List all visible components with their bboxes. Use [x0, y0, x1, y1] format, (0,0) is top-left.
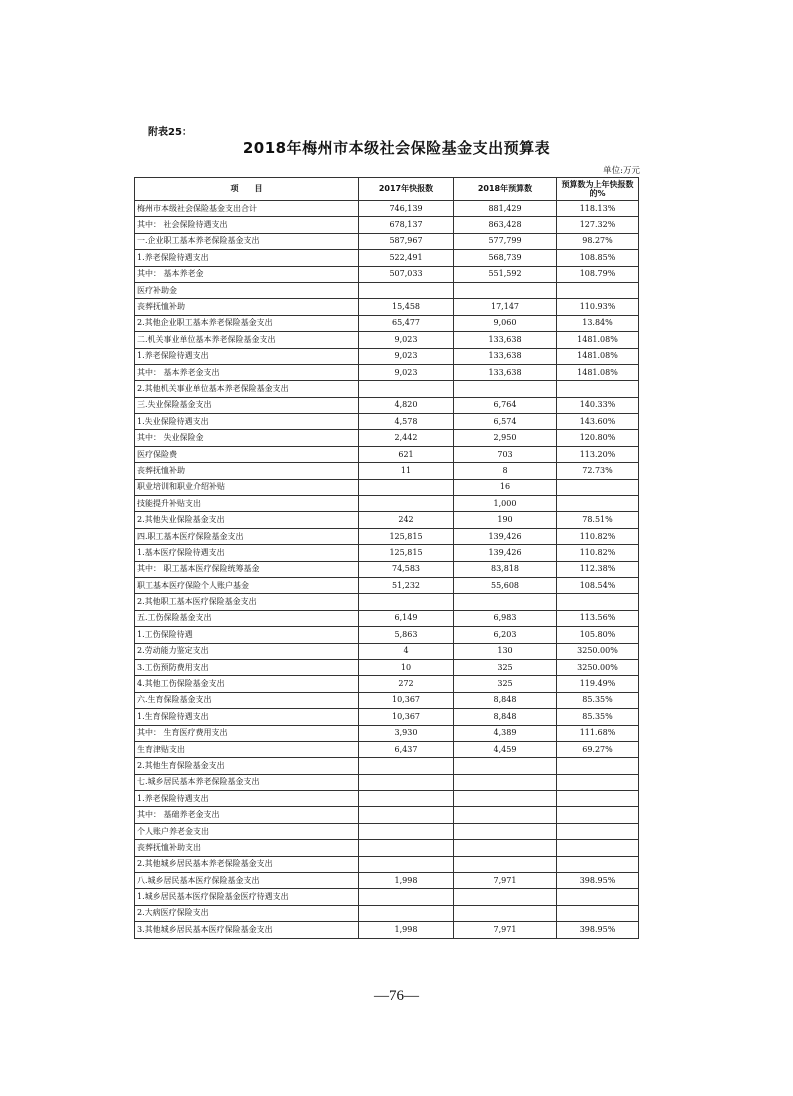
table-row [135, 758, 639, 774]
row-2017-cell: 1,998 [359, 922, 454, 938]
row-2017-cell: 6,149 [359, 610, 454, 626]
row-2017-cell: 2,442 [359, 430, 454, 446]
row-2017-cell: 65,477 [359, 315, 454, 331]
table-row [135, 348, 639, 364]
row-2018-cell [454, 282, 557, 298]
row-2017-cell: 11 [359, 463, 454, 479]
table-row [135, 643, 639, 659]
table-row [135, 840, 639, 856]
row-item-cell: 1.失业保险待遇支出 [135, 414, 359, 430]
row-item-cell: 2.大病医疗保险支出 [135, 905, 359, 921]
table-row [135, 266, 639, 282]
row-2018-cell: 568,739 [454, 250, 557, 266]
row-item-cell: 3.工伤预防费用支出 [135, 659, 359, 675]
row-item-cell: 3.其他城乡居民基本医疗保险基金支出 [135, 922, 359, 938]
row-2018-cell: 9,060 [454, 315, 557, 331]
row-pct-cell [557, 758, 639, 774]
row-item-cell: 三.失业保险基金支出 [135, 397, 359, 413]
row-2018-cell [454, 840, 557, 856]
row-2017-cell: 507,033 [359, 266, 454, 282]
row-2017-cell: 3,930 [359, 725, 454, 741]
row-item-cell: 七.城乡居民基本养老保险基金支出 [135, 774, 359, 790]
row-item-cell: 其中： 职工基本医疗保险统筹基金 [135, 561, 359, 577]
row-item-cell: 个人账户养老金支出 [135, 823, 359, 839]
row-2018-cell: 17,147 [454, 299, 557, 315]
row-item-cell: 其中： 失业保险金 [135, 430, 359, 446]
row-2018-cell: 83,818 [454, 561, 557, 577]
row-2018-cell: 8,848 [454, 709, 557, 725]
row-pct-cell: 140.33% [557, 397, 639, 413]
row-2018-cell [454, 791, 557, 807]
row-pct-cell: 85.35% [557, 709, 639, 725]
row-pct-cell [557, 774, 639, 790]
table-row [135, 889, 639, 905]
table-row [135, 463, 639, 479]
row-2017-cell [359, 823, 454, 839]
row-pct-cell [557, 856, 639, 872]
row-2017-cell [359, 381, 454, 397]
row-pct-cell: 398.95% [557, 873, 639, 889]
table-row [135, 873, 639, 889]
table-row [135, 233, 639, 249]
row-item-cell: 其中： 社会保险待遇支出 [135, 217, 359, 233]
row-pct-cell: 127.32% [557, 217, 639, 233]
header-pct: 预算数为上年快报数的% [557, 178, 639, 201]
row-item-cell: 1.养老保险待遇支出 [135, 250, 359, 266]
table-row [135, 627, 639, 643]
row-2018-cell [454, 856, 557, 872]
annex-label: 附表25： [148, 127, 192, 138]
row-pct-cell [557, 840, 639, 856]
row-item-cell: 五.工伤保险基金支出 [135, 610, 359, 626]
row-item-cell: 其中： 基本养老金支出 [135, 364, 359, 380]
row-2017-cell: 4,578 [359, 414, 454, 430]
table-row [135, 512, 639, 528]
table-row [135, 315, 639, 331]
row-item-cell: 八.城乡居民基本医疗保险基金支出 [135, 873, 359, 889]
row-2017-cell: 9,023 [359, 348, 454, 364]
row-pct-cell [557, 905, 639, 921]
row-2018-cell: 551,592 [454, 266, 557, 282]
row-2018-cell: 6,203 [454, 627, 557, 643]
table-row [135, 807, 639, 823]
row-pct-cell: 113.20% [557, 446, 639, 462]
row-pct-cell: 3250.00% [557, 659, 639, 675]
row-pct-cell [557, 791, 639, 807]
row-pct-cell: 110.82% [557, 545, 639, 561]
row-pct-cell: 110.93% [557, 299, 639, 315]
table-row [135, 577, 639, 593]
row-item-cell: 技能提升补贴支出 [135, 496, 359, 512]
row-2017-cell [359, 840, 454, 856]
row-2018-cell: 8,848 [454, 692, 557, 708]
row-item-cell: 丧葬抚恤补助支出 [135, 840, 359, 856]
row-2017-cell: 15,458 [359, 299, 454, 315]
table-row [135, 201, 639, 217]
row-2018-cell: 6,764 [454, 397, 557, 413]
row-2018-cell [454, 381, 557, 397]
row-2018-cell [454, 807, 557, 823]
row-pct-cell [557, 479, 639, 495]
row-2017-cell: 74,583 [359, 561, 454, 577]
row-item-cell: 1.养老保险待遇支出 [135, 348, 359, 364]
row-item-cell: 其中： 生育医疗费用支出 [135, 725, 359, 741]
row-2017-cell: 272 [359, 676, 454, 692]
row-2017-cell [359, 496, 454, 512]
row-pct-cell: 1481.08% [557, 332, 639, 348]
row-2017-cell: 125,815 [359, 545, 454, 561]
table-row [135, 692, 639, 708]
row-2018-cell: 190 [454, 512, 557, 528]
row-2017-cell: 10,367 [359, 692, 454, 708]
row-2017-cell: 587,967 [359, 233, 454, 249]
table-row [135, 709, 639, 725]
table-row [135, 381, 639, 397]
row-item-cell: 丧葬抚恤补助 [135, 463, 359, 479]
row-item-cell: 1.基本医疗保险待遇支出 [135, 545, 359, 561]
row-item-cell: 1.城乡居民基本医疗保险基金医疗待遇支出 [135, 889, 359, 905]
table-row [135, 791, 639, 807]
table-row [135, 594, 639, 610]
row-pct-cell: 120.80% [557, 430, 639, 446]
table-row [135, 479, 639, 495]
row-pct-cell: 119.49% [557, 676, 639, 692]
row-pct-cell [557, 381, 639, 397]
row-pct-cell: 3250.00% [557, 643, 639, 659]
row-pct-cell: 110.82% [557, 528, 639, 544]
row-2018-cell: 881,429 [454, 201, 557, 217]
row-item-cell: 4.其他工伤保险基金支出 [135, 676, 359, 692]
row-item-cell: 梅州市本级社会保险基金支出合计 [135, 201, 359, 217]
row-2018-cell: 4,459 [454, 741, 557, 757]
row-2017-cell: 1,998 [359, 873, 454, 889]
row-pct-cell: 111.68% [557, 725, 639, 741]
table-row [135, 528, 639, 544]
row-pct-cell: 398.95% [557, 922, 639, 938]
row-2017-cell [359, 791, 454, 807]
table-row [135, 496, 639, 512]
row-2018-cell: 6,574 [454, 414, 557, 430]
table-row [135, 823, 639, 839]
row-pct-cell [557, 594, 639, 610]
row-pct-cell: 85.35% [557, 692, 639, 708]
row-2018-cell: 139,426 [454, 528, 557, 544]
row-pct-cell: 98.27% [557, 233, 639, 249]
table-body [135, 201, 639, 939]
row-pct-cell [557, 282, 639, 298]
table-row [135, 299, 639, 315]
table-row [135, 561, 639, 577]
row-2017-cell: 6,437 [359, 741, 454, 757]
row-2018-cell: 8 [454, 463, 557, 479]
row-2018-cell [454, 594, 557, 610]
table-row [135, 922, 639, 938]
row-2017-cell: 4,820 [359, 397, 454, 413]
row-item-cell: 六.生育保险基金支出 [135, 692, 359, 708]
row-item-cell: 2.其他企业职工基本养老保险基金支出 [135, 315, 359, 331]
header-item: 项 目 [135, 178, 359, 201]
row-2017-cell [359, 594, 454, 610]
row-item-cell: 2.劳动能力鉴定支出 [135, 643, 359, 659]
row-2017-cell: 746,139 [359, 201, 454, 217]
row-pct-cell: 105.80% [557, 627, 639, 643]
row-2018-cell: 55,608 [454, 577, 557, 593]
row-2018-cell [454, 905, 557, 921]
table-row [135, 545, 639, 561]
row-2017-cell: 9,023 [359, 332, 454, 348]
budget-table [134, 177, 639, 939]
row-item-cell: 医疗保险费 [135, 446, 359, 462]
row-pct-cell [557, 496, 639, 512]
row-item-cell: 2.其他城乡居民基本养老保险基金支出 [135, 856, 359, 872]
row-pct-cell: 69.27% [557, 741, 639, 757]
row-2018-cell: 703 [454, 446, 557, 462]
row-2018-cell: 133,638 [454, 348, 557, 364]
row-2018-cell [454, 889, 557, 905]
row-item-cell: 1.养老保险待遇支出 [135, 791, 359, 807]
row-2018-cell: 2,950 [454, 430, 557, 446]
row-pct-cell: 1481.08% [557, 348, 639, 364]
table-row [135, 856, 639, 872]
row-item-cell: 其中： 基本养老金 [135, 266, 359, 282]
row-item-cell: 四.职工基本医疗保险基金支出 [135, 528, 359, 544]
row-2017-cell [359, 282, 454, 298]
row-item-cell: 职业培训和职业介绍补贴 [135, 479, 359, 495]
header-2018: 2018年预算数 [454, 178, 557, 201]
row-2018-cell [454, 758, 557, 774]
header-2017: 2017年快报数 [359, 178, 454, 201]
row-2017-cell: 621 [359, 446, 454, 462]
table-row [135, 741, 639, 757]
row-2018-cell: 325 [454, 659, 557, 675]
row-2017-cell [359, 856, 454, 872]
row-2017-cell: 9,023 [359, 364, 454, 380]
row-2018-cell: 863,428 [454, 217, 557, 233]
row-2017-cell: 522,491 [359, 250, 454, 266]
row-pct-cell: 72.73% [557, 463, 639, 479]
row-pct-cell: 13.84% [557, 315, 639, 331]
row-pct-cell [557, 807, 639, 823]
row-2017-cell [359, 905, 454, 921]
row-pct-cell: 108.85% [557, 250, 639, 266]
row-2018-cell: 7,971 [454, 873, 557, 889]
table-row [135, 250, 639, 266]
row-2018-cell: 4,389 [454, 725, 557, 741]
row-2017-cell: 4 [359, 643, 454, 659]
row-item-cell: 2.其他机关事业单位基本养老保险基金支出 [135, 381, 359, 397]
row-2018-cell [454, 774, 557, 790]
row-item-cell: 二.机关事业单位基本养老保险基金支出 [135, 332, 359, 348]
row-item-cell: 丧葬抚恤补助 [135, 299, 359, 315]
row-2017-cell [359, 479, 454, 495]
row-2017-cell [359, 774, 454, 790]
row-pct-cell [557, 889, 639, 905]
row-2018-cell: 6,983 [454, 610, 557, 626]
row-2018-cell: 577,799 [454, 233, 557, 249]
row-2017-cell: 125,815 [359, 528, 454, 544]
row-2017-cell: 678,137 [359, 217, 454, 233]
row-pct-cell [557, 823, 639, 839]
unit-label: 单位:万元 [603, 166, 640, 176]
row-2018-cell: 7,971 [454, 922, 557, 938]
row-pct-cell: 78.51% [557, 512, 639, 528]
row-2018-cell: 133,638 [454, 364, 557, 380]
row-2018-cell: 130 [454, 643, 557, 659]
row-2018-cell: 325 [454, 676, 557, 692]
row-item-cell: 医疗补助金 [135, 282, 359, 298]
row-pct-cell: 1481.08% [557, 364, 639, 380]
table-row [135, 905, 639, 921]
row-2017-cell [359, 889, 454, 905]
row-pct-cell: 108.79% [557, 266, 639, 282]
table-row [135, 725, 639, 741]
row-pct-cell: 113.56% [557, 610, 639, 626]
row-2017-cell: 242 [359, 512, 454, 528]
row-pct-cell: 143.60% [557, 414, 639, 430]
table-row [135, 332, 639, 348]
table-row [135, 364, 639, 380]
row-item-cell: 2.其他职工基本医疗保险基金支出 [135, 594, 359, 610]
row-pct-cell: 118.13% [557, 201, 639, 217]
row-2018-cell [454, 823, 557, 839]
table-row [135, 397, 639, 413]
row-2017-cell: 10,367 [359, 709, 454, 725]
row-2018-cell: 16 [454, 479, 557, 495]
row-item-cell: 2.其他生育保险基金支出 [135, 758, 359, 774]
row-2017-cell [359, 807, 454, 823]
row-item-cell: 1.生育保险待遇支出 [135, 709, 359, 725]
row-item-cell: 一.企业职工基本养老保险基金支出 [135, 233, 359, 249]
page-number: —76— [374, 988, 419, 1004]
table-row [135, 774, 639, 790]
row-item-cell: 其中： 基础养老金支出 [135, 807, 359, 823]
row-item-cell: 1.工伤保险待遇 [135, 627, 359, 643]
table-row [135, 659, 639, 675]
row-2017-cell: 5,863 [359, 627, 454, 643]
row-pct-cell: 112.38% [557, 561, 639, 577]
table-row [135, 430, 639, 446]
table-row [135, 217, 639, 233]
row-2017-cell: 51,232 [359, 577, 454, 593]
row-2017-cell [359, 758, 454, 774]
table-row [135, 676, 639, 692]
row-2018-cell: 133,638 [454, 332, 557, 348]
table-row [135, 446, 639, 462]
table-row [135, 282, 639, 298]
row-item-cell: 职工基本医疗保险个人账户基金 [135, 577, 359, 593]
document-title: 2018年梅州市本级社会保险基金支出预算表 [242, 139, 551, 157]
row-2018-cell: 139,426 [454, 545, 557, 561]
table-row [135, 610, 639, 626]
row-item-cell: 2.其他失业保险基金支出 [135, 512, 359, 528]
row-pct-cell: 108.54% [557, 577, 639, 593]
table-row [135, 414, 639, 430]
row-2018-cell: 1,000 [454, 496, 557, 512]
row-item-cell: 生育津贴支出 [135, 741, 359, 757]
row-2017-cell: 10 [359, 659, 454, 675]
table-header-row [135, 178, 639, 201]
